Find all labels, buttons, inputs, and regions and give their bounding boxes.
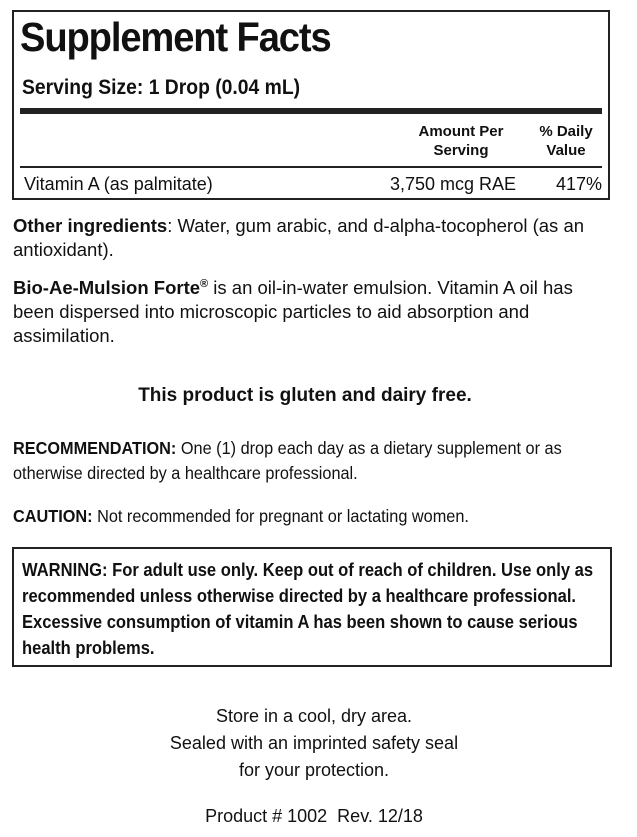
- recommendation-label: RECOMMENDATION:: [13, 438, 177, 458]
- registered-mark: ®: [200, 278, 209, 290]
- column-header-daily-value: [528, 122, 604, 160]
- product-description: [13, 272, 613, 348]
- storage-instructions: [0, 703, 628, 784]
- warning-box: [12, 547, 612, 667]
- nutrient-name: Vitamin A (as palmitate): [24, 174, 213, 194]
- other-ingredients-text: : Water, gum arabic, and d-alpha-tocopherol (as an antioxidant).: [13, 215, 585, 260]
- amount-header-line2: Serving: [433, 142, 489, 159]
- storage-line-3: for your protection.: [238, 760, 390, 780]
- amount-header-line1: Amount Per: [418, 123, 504, 140]
- recommendation-text: One (1) drop each day as a dietary supplement or as otherwise directed by a healthcare professional.: [13, 438, 562, 483]
- nutrient-daily-value: 417%: [555, 174, 602, 194]
- thin-divider: [20, 166, 602, 168]
- recommendation: [13, 436, 608, 486]
- column-header-amount: [406, 122, 516, 160]
- product-description-text: is an oil-in-water emulsion. Vitamin A oil has been dispersed into microscopic particles to aid absorption and assimilation.: [13, 277, 573, 347]
- thick-divider: [20, 108, 602, 114]
- table-row: [20, 172, 602, 198]
- dv-header-line2: Value: [546, 142, 586, 159]
- nutrient-amount: 3,750 mcg RAE: [389, 174, 516, 194]
- caution: [13, 504, 608, 529]
- warning-text: WARNING: For adult use only. Keep out of reach of children. Use only as recommended unless otherwise directed by a healthcare professional. Excessive consumption of vitamin A has been shown to cause serious health problems.: [22, 560, 594, 658]
- facts-title: Supplement Facts: [20, 14, 331, 60]
- other-ingredients: [13, 214, 613, 262]
- caution-label: CAUTION:: [13, 506, 93, 526]
- storage-line-2: Sealed with an imprinted safety seal: [169, 733, 459, 753]
- serving-size: Serving Size: 1 Drop (0.04 mL): [22, 76, 301, 99]
- product-name: Bio-Ae-Mulsion Forte: [13, 277, 201, 299]
- product-number: Product # 1002 Rev. 12/18: [205, 806, 423, 826]
- dv-header-line1: % Daily: [539, 123, 593, 140]
- caution-text: Not recommended for pregnant or lactating women.: [92, 506, 469, 526]
- gluten-statement: This product is gluten and dairy free.: [138, 385, 472, 406]
- supplement-facts-panel: [12, 10, 610, 200]
- other-ingredients-label: Other ingredients: [13, 215, 168, 236]
- storage-line-1: Store in a cool, dry area.: [215, 706, 413, 726]
